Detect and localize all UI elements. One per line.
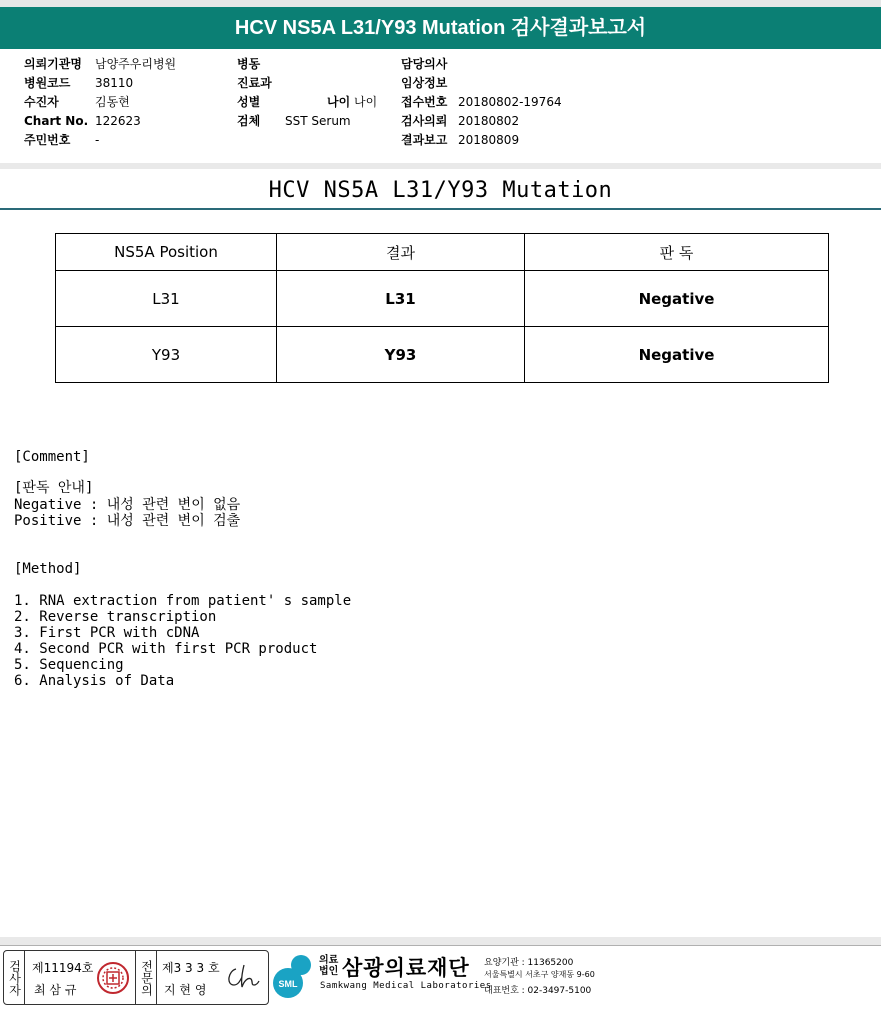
method-step: 3. First PCR with cDNA [14,625,200,641]
specialist-name: 지 현 영 [164,983,207,997]
table-row [56,271,829,327]
patient-info-col2 [237,55,377,131]
info-value: - [95,133,100,147]
address: 서울특별시 서초구 양재동 9-60 [484,970,595,979]
info-row [24,93,176,112]
method-step: 6. Analysis of Data [14,673,175,689]
info-row [237,55,377,74]
info-value: 김동현 [95,95,130,109]
info-value: 20180802 [458,114,520,128]
info-row [24,112,176,131]
method-step: 4. Second PCR with first PCR product [14,641,318,657]
info-label: 접수번호 [401,95,448,109]
guide-line: Positive : 내성 관련 변이 검출 [14,513,241,529]
org-name: 삼광의료재단 [342,956,470,980]
result-cell: Y93 [277,327,525,383]
sml-logo-icon [272,953,316,999]
comment-heading: [Comment] [14,449,90,465]
info-row [24,74,176,93]
info-label: 검사의뢰 [401,114,448,128]
signature-icon [224,963,260,991]
position-cell: Y93 [56,327,277,383]
info-label: 주민번호 [24,133,71,147]
info-row [401,131,562,150]
patient-info-col1 [24,55,176,150]
signature-box [3,950,269,1005]
interpretation-cell: Negative [525,327,829,383]
guide-line: Negative : 내성 관련 변이 없음 [14,497,241,513]
info-label: 의뢰기관명 [24,57,82,71]
specialist-license: 제3 3 3 호 [162,961,220,975]
info-value: 20180809 [458,133,520,147]
info-label: 담당의사 [401,57,448,71]
column-header: 판 독 [525,234,829,271]
info-value: 20180802-19764 [458,95,562,109]
specialist-label [135,951,157,1004]
column-header: NS5A Position [56,234,277,271]
info-label: 성별 [237,95,261,109]
info-row [24,131,176,150]
header-separator [0,163,881,169]
info-row [401,74,562,93]
report-header: HCV NS5A L31/Y93 Mutation 검사결과보고서 [0,7,881,49]
method-step: 5. Sequencing [14,657,124,673]
info-row [24,55,176,74]
footer-bar [0,937,881,945]
agency-number: 요양기관 : 11365200 [484,958,574,968]
top-strip [0,0,881,7]
logo-abbr: SML [278,979,298,989]
interpretation-cell: Negative [525,271,829,327]
patient-info-col3 [401,55,562,150]
info-label: 결과보고 [401,133,448,147]
footer-divider [0,945,881,946]
info-row [237,74,377,93]
info-label: Chart No. [24,114,89,128]
info-row [401,55,562,74]
report-title: HCV NS5A L31/Y93 Mutation [268,178,613,203]
examiner-name: 최 삼 규 [34,983,77,997]
method-heading: [Method] [14,561,82,577]
seal-icon [96,961,130,995]
info-row [401,112,562,131]
info-label: 진료과 [237,76,272,90]
guide-heading: [판독 안내] [14,480,94,496]
column-header: 결과 [277,234,525,271]
specialist-label-text: 전문의 [139,959,154,996]
method-step: 2. Reverse transcription [14,609,217,625]
info-label: 병원코드 [24,76,71,90]
examiner-label [4,951,25,1004]
result-cell: L31 [277,271,525,327]
info-row [237,112,377,131]
examiner-license: 제11194호 [32,961,94,975]
title-underline [0,208,881,210]
org-type: 의료법인 [319,955,339,977]
info-label: 임상정보 [401,76,448,90]
info-value: 122623 [95,114,141,128]
info-value: SST Serum [285,114,351,128]
info-label: 검체 [237,114,261,128]
examiner-label-text: 검사자 [7,959,22,996]
org-english: Samkwang Medical Laboratories [320,981,492,991]
info-value: 남양주우리병원 [95,57,177,71]
position-cell: L31 [56,271,277,327]
age-label: 나이 [327,95,351,109]
result-table [55,233,829,383]
info-label: 수진자 [24,95,59,109]
age-value: 나이 [354,95,378,109]
method-step: 1. RNA extraction from patient' s sample [14,593,352,609]
table-header-row [56,234,829,271]
phone: 대표번호 : 02-3497-5100 [484,986,592,996]
info-value: 38110 [95,76,134,90]
info-label: 병동 [237,57,261,71]
info-row [401,93,562,112]
table-row [56,327,829,383]
info-row [237,93,377,112]
